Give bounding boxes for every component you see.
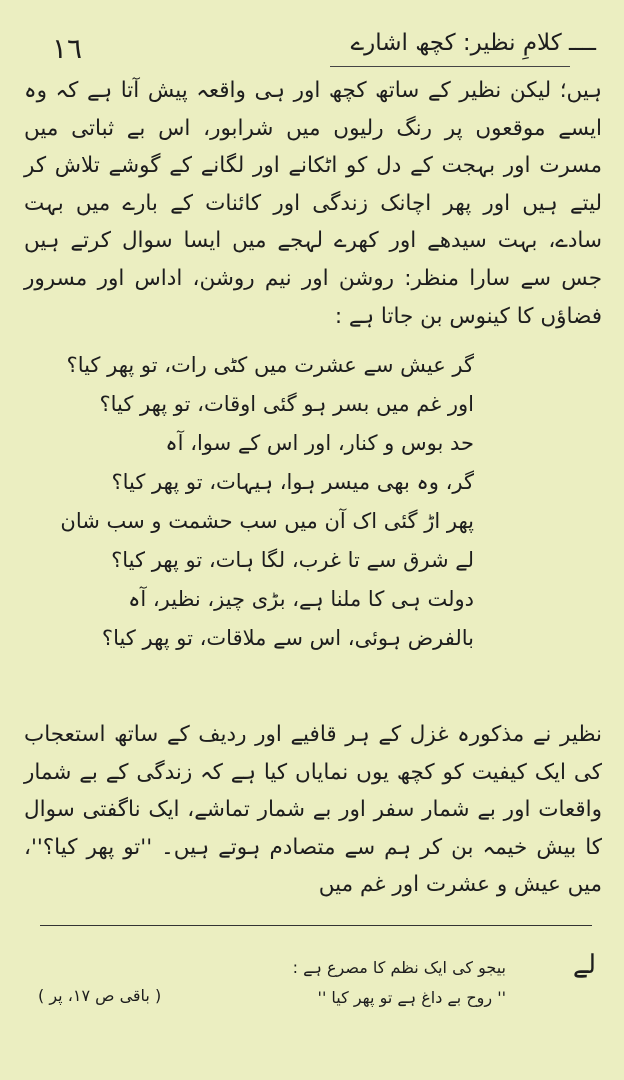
- page-number: ١٦: [52, 32, 83, 65]
- verse-line-7: دولت ہی کا ملنا ہے، بڑی چیز، نظیر، آہ: [128, 587, 474, 611]
- poem-verse: [60, 346, 474, 658]
- footnote-continuation: ( باقی ص ۱۷، پر ): [38, 986, 162, 1005]
- verse-line-4: گر، وہ بھی میسر ہوا، ہیہات، تو پھر کیا؟: [111, 470, 474, 494]
- verse-line-5: پھر اڑ گئی اک آن میں سب حشمت و سب شان: [60, 509, 474, 533]
- verse-line-2: اور غم میں بسر ہو گئی اوقات، تو پھر کیا؟: [99, 392, 474, 416]
- verse-line-8: بالفرض ہوئی، اس سے ملاقات، تو پھر کیا؟: [101, 626, 474, 650]
- footnote-line-1: بیجو کی ایک نظم کا مصرع ہے :: [292, 958, 506, 977]
- paragraph-text: نظیر نے مذکورہ غزل کے ہر قافیے اور ردیف کے ساتھ استعجاب کی ایک کیفیت کو کچھ یوں نمایاں کیا ہے کہ زندگی کے بے شمار واقعات اور بے شمار سفر اور بے شمار تماشے، ایک ناگفتی سوال کا بیش خیمہ بن کر ہم سے متصادم ہوتے ہیں۔ ''تو پھر کیا؟''، میں عیش و عشرت اور غم میں: [24, 722, 602, 897]
- verse-line-6: لے شرق سے تا غرب، لگا ہات، تو پھر کیا؟: [111, 548, 474, 572]
- paragraph-text: ہیں؛ لیکن نظیر کے ساتھ کچھ اور ہی واقعہ پیش آتا ہے کہ وہ ایسے موقعوں پر رنگ رلیوں میں شرابور، اس بے ثباتی میں مسرت اور بہجت کے دل کو اٹکانے اور لگانے کے گوشے تلاش کر لیتے ہیں اور پھر اچانک زندگی اور کائنات کے بارے میں بہت سادے، بہت سیدھے اور کھرے لہجے میں ایسا سوال کرتے ہیں جس سے سارا منظر: روشن اور نیم روشن، اداس اور مسرور فضاؤں کا کینوس بن جاتا ہے :: [24, 78, 602, 329]
- footnote-rule: [40, 925, 592, 926]
- footnote-line-2: '' روح بے داغ ہے تو پھر کیا '': [317, 988, 506, 1007]
- running-title: ــــ کلامِ نظیر: کچھ اشارے: [350, 30, 596, 56]
- header-rule: [330, 66, 570, 67]
- body-paragraph-1: [24, 72, 602, 335]
- footnote-marker: لے: [572, 950, 596, 980]
- body-paragraph-2: [24, 716, 602, 904]
- verse-line-3: حد بوس و کنار، اور اس کے سوا، آہ: [165, 431, 474, 455]
- verse-line-1: گر عیش سے عشرت میں کٹی رات، تو پھر کیا؟: [66, 353, 474, 377]
